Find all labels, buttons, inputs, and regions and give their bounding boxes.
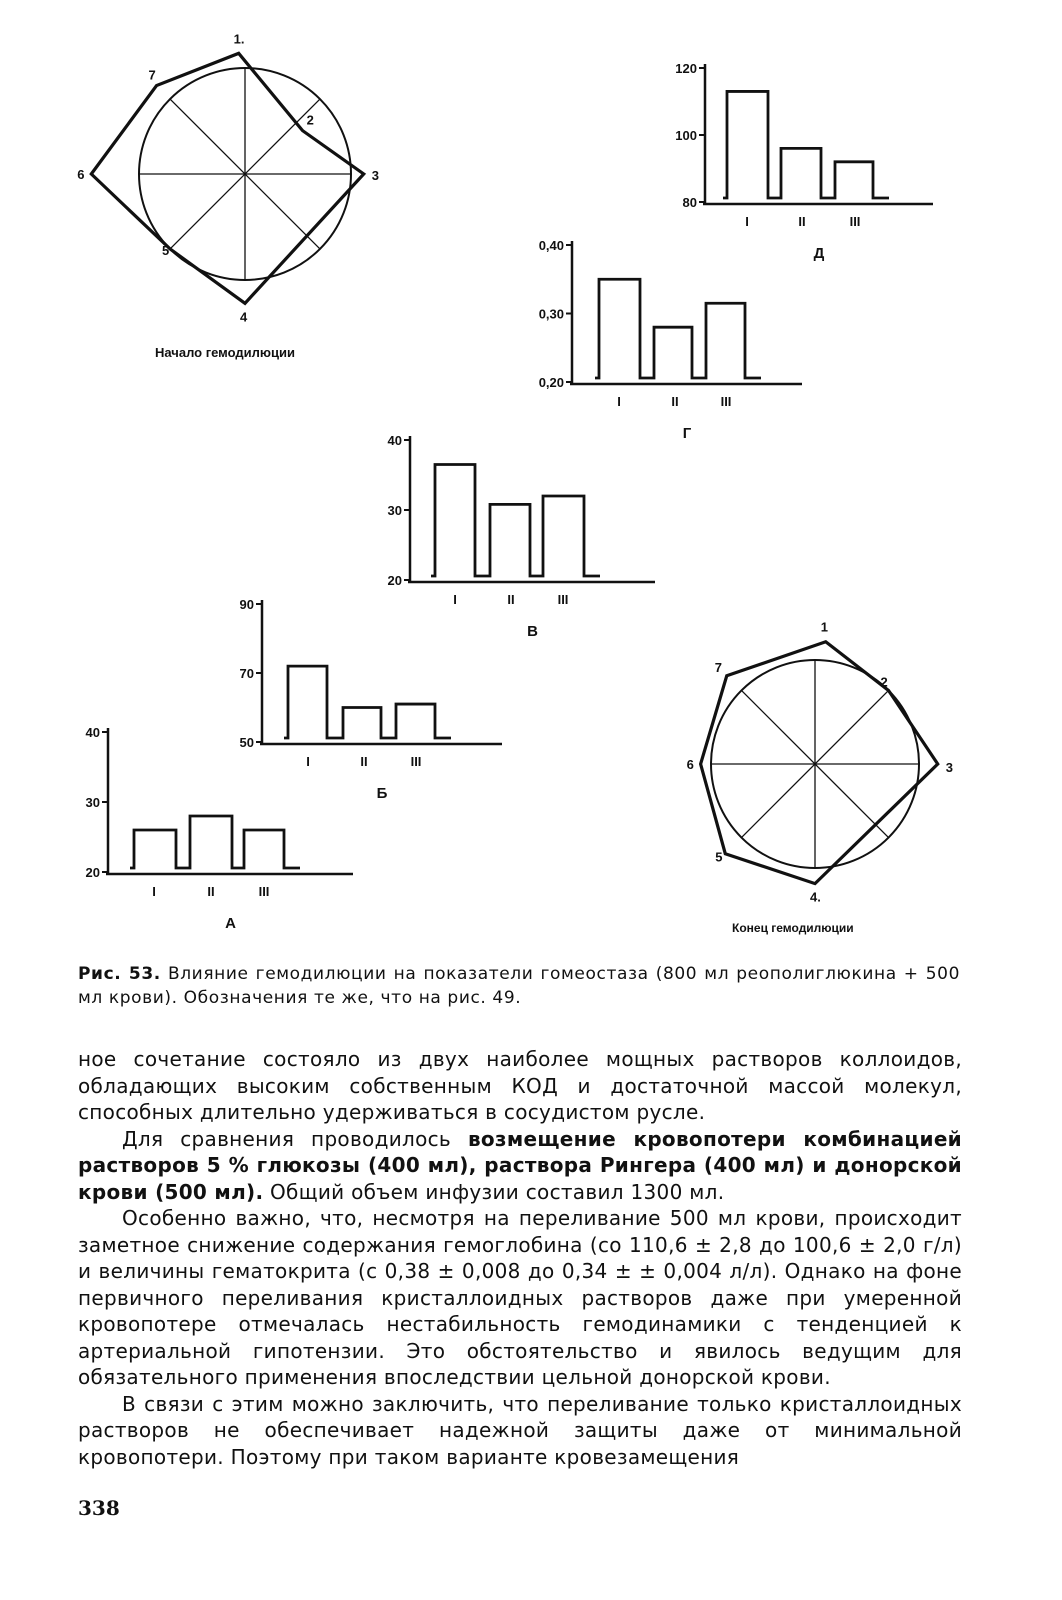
bar-III [543,496,584,576]
bar-chart-4 [539,238,802,442]
bar-III [706,303,745,378]
bar-II [781,148,821,198]
radial-start-point-label: 2 [306,112,314,128]
x-tick-label: II [798,214,806,229]
radial-start-point-label: 5 [162,242,170,258]
y-tick-label: 20 [387,573,402,588]
radial-end-caption: Конец гемодилюции [732,921,854,935]
radial-end-point-label: 3 [945,760,953,775]
x-tick-label: II [360,754,368,769]
bar-outline [723,91,889,198]
paragraph-1: ное сочетание состояло из двух наиболее мощных растворов коллоидов, обладающих высоким собственным КОД и достаточной массой молекул, способных длительно удерживаться в сосудистом русле. [78,1047,962,1124]
x-tick-label: II [207,884,215,899]
panel-label: Б [376,785,388,802]
radial-end-point-label: 5 [715,849,723,865]
radial-start-point-label: 1. [233,31,245,47]
figure-caption [78,962,960,1010]
x-tick-label: III [258,884,270,899]
bar-I [134,830,176,868]
radial-end-point-label: 6 [686,757,694,772]
y-tick-label: 70 [239,666,254,681]
radial-end-point-label: 2 [880,674,888,690]
bar-charts [86,61,933,932]
bar-I [727,91,768,198]
panel-label: А [225,915,236,932]
y-tick-label: 30 [387,503,402,518]
x-tick-label: I [306,754,310,769]
y-tick-label: 120 [675,61,697,76]
bar-II [343,708,381,739]
y-tick-label: 80 [682,195,697,210]
paragraph-2 [78,1126,962,1206]
x-tick-label: I [152,884,156,899]
bar-I [599,279,640,378]
figure-caption-text: Влияние гемодилюции на показатели гомеостаза (800 мл реополиглюкина + 500 мл крови). Обозначения те же, что на рис. 49. [78,964,960,1008]
radial-end-point-label: 4. [810,889,821,905]
bar-outline [130,816,300,868]
radial-start-point-label: 3 [371,168,379,183]
x-tick-label: III [557,592,569,607]
bar-outline [284,666,451,738]
x-tick-label: I [453,592,457,607]
y-tick-label: 50 [239,735,254,750]
y-tick-label: 0,30 [538,306,564,322]
x-tick-label: I [745,214,749,229]
bar-II [654,327,692,378]
radial-chart-start [77,31,379,324]
radial-start-caption: Начало гемодилюции [155,345,295,360]
bar-II [190,816,232,868]
paragraph-2-bold: возмещение кровопотери комбинацией растворов 5 % глюкозы (400 мл), раствора Рингера (400 мл) и донорской крови (500 мл). [78,1126,962,1204]
bar-outline [595,279,761,378]
x-tick-label: III [849,214,861,229]
bar-I [435,465,475,577]
bar-chart-2 [240,597,502,802]
radial-end-polygon [701,642,938,884]
bar-II [490,504,530,576]
paragraph-3: Особенно важно, что, несмотря на переливание 500 мл крови, происходит заметное снижение содержания гемоглобина (со 110,6 ± 2,8 до 100,6 ± 2,0 г/л) и величины гематокрита (с 0,38 ± 0,008 до 0,34 ± ± 0,004 л/л). Однако на фоне первичного переливания кристаллоидных растворов даже при умеренной кровопотере отмечалась нестабильность гемодинамики с тенденцией к артериальной гипотензии. Это обстоятельство и явилось ведущим для обязательного применения впоследствии цельной донорской крови. [78,1206,962,1389]
y-tick-label: 0,20 [538,375,564,390]
bar-III [396,704,435,738]
panel-label: Г [682,425,692,442]
bar-outline [431,465,600,577]
bar-chart-3 [388,433,655,640]
radial-start-point-label: 4 [240,309,248,325]
y-tick-label: 40 [85,725,100,740]
radial-end-point-label: 1 [820,619,828,635]
paragraph-2-end: Общий объем инфузии составил 1300 мл. [263,1179,725,1204]
y-tick-label: 20 [85,865,100,880]
radial-end-point-label: 7 [714,659,722,675]
x-tick-label: I [617,394,621,409]
y-tick-label: 90 [239,597,254,612]
x-tick-label: III [410,754,422,769]
paragraph-2-start: Для сравнения проводилось [122,1126,468,1151]
x-tick-label: III [720,394,732,409]
figure-caption-label: Рис. 53. [78,964,161,984]
bar-chart-1 [86,725,353,932]
paragraph-4: В связи с этим можно заключить, что переливание только кристаллоидных растворов не обеспечивает надежной защиты даже от минимальной кровопотери. Поэтому при таком варианте кровезамещения [78,1391,962,1469]
bar-III [244,830,284,868]
radial-start-polygon [91,53,363,303]
page-number: 338 [78,1496,120,1520]
y-tick-label: 30 [85,795,100,810]
panel-label: В [527,623,538,640]
y-tick-label: 40 [387,433,402,448]
bar-III [835,162,873,198]
body-text [78,1046,962,1470]
y-tick-label: 100 [675,128,697,143]
radial-chart-end [687,620,953,905]
radial-start-point-label: 7 [148,67,156,83]
panel-label: Д [813,245,825,262]
y-tick-label: 0,40 [538,238,564,253]
bar-chart-5 [675,61,933,262]
radial-start-point-label: 6 [77,167,85,182]
x-tick-label: II [671,394,679,409]
x-tick-label: II [507,592,515,607]
bar-I [288,666,327,738]
